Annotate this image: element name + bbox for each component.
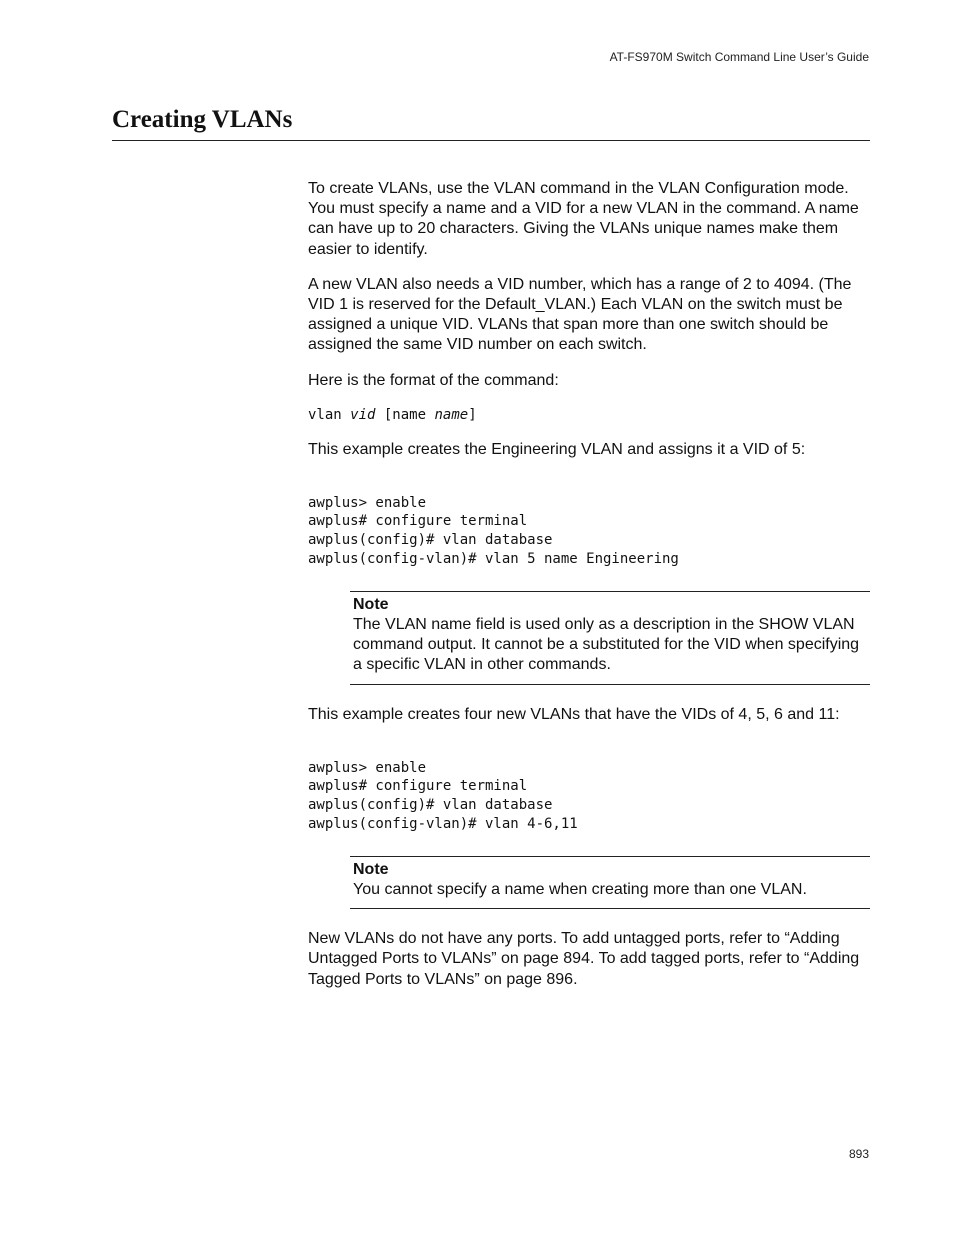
code-line: awplus(config-vlan)# vlan 4-6,11 [308, 816, 578, 833]
command-syntax [308, 406, 870, 425]
note-text: You cannot specify a name when creating more than one VLAN. [353, 881, 807, 899]
note-title: Note [353, 860, 389, 878]
body-column [308, 179, 870, 1005]
code-line: awplus(config)# vlan database [308, 797, 553, 814]
note-box-1 [350, 591, 870, 685]
syntax-arg-vid: vid [350, 406, 376, 423]
code-line: awplus> enable [308, 494, 427, 511]
syntax-mid: [name [375, 406, 435, 423]
code-example-2 [308, 740, 870, 834]
example1-paragraph: This example creates the Engineering VLAN and assigns it a VID of 5: [308, 440, 806, 458]
note-text: The VLAN name field is used only as a description in the SHOW VLAN command output. It cannot be a substituted for the VID when specifying a specific VLAN in other commands. [353, 616, 860, 674]
syntax-end: ] [468, 406, 477, 423]
intro-paragraph: To create VLANs, use the VLAN command in the VLAN Configuration mode. You must specify a name and a VID for a new VLAN in the command. A name can have up to 20 characters. Giving the VLANs unique names make them easier to identify. [308, 180, 859, 258]
code-line: awplus(config)# vlan database [308, 532, 553, 549]
code-example-1 [308, 475, 870, 569]
page-number: 893 [848, 1147, 869, 1161]
format-paragraph: Here is the format of the command: [308, 371, 559, 389]
vid-paragraph: A new VLAN also needs a VID number, which has a range of 2 to 4094. (The VID 1 is reserved for the Default_VLAN.) Each VLAN on the switch must be assigned a unique VID. VLANs that span more than one switch should be assigned the same VID number on each switch. [308, 275, 852, 354]
syntax-arg-name: name [434, 406, 469, 423]
note-box-2 [350, 856, 870, 909]
example2-paragraph: This example creates four new VLANs that have the VIDs of 4, 5, 6 and 11: [308, 705, 840, 723]
code-line: awplus(config-vlan)# vlan 5 name Engineering [308, 551, 679, 568]
ports-paragraph: New VLANs do not have any ports. To add untagged ports, refer to “Adding Untagged Ports to VLANs” on page 894. To add tagged ports, refer to “Adding Tagged Ports to VLANs” on page 896. [308, 930, 860, 988]
syntax-cmd: vlan [308, 406, 351, 423]
note-title: Note [353, 595, 389, 613]
section-title: Creating VLANs [112, 106, 293, 133]
running-header: AT-FS970M Switch Command Line User’s Guide [609, 50, 869, 64]
code-line: awplus# configure terminal [308, 778, 528, 795]
title-rule [112, 140, 870, 141]
code-line: awplus# configure terminal [308, 513, 528, 530]
code-line: awplus> enable [308, 759, 427, 776]
